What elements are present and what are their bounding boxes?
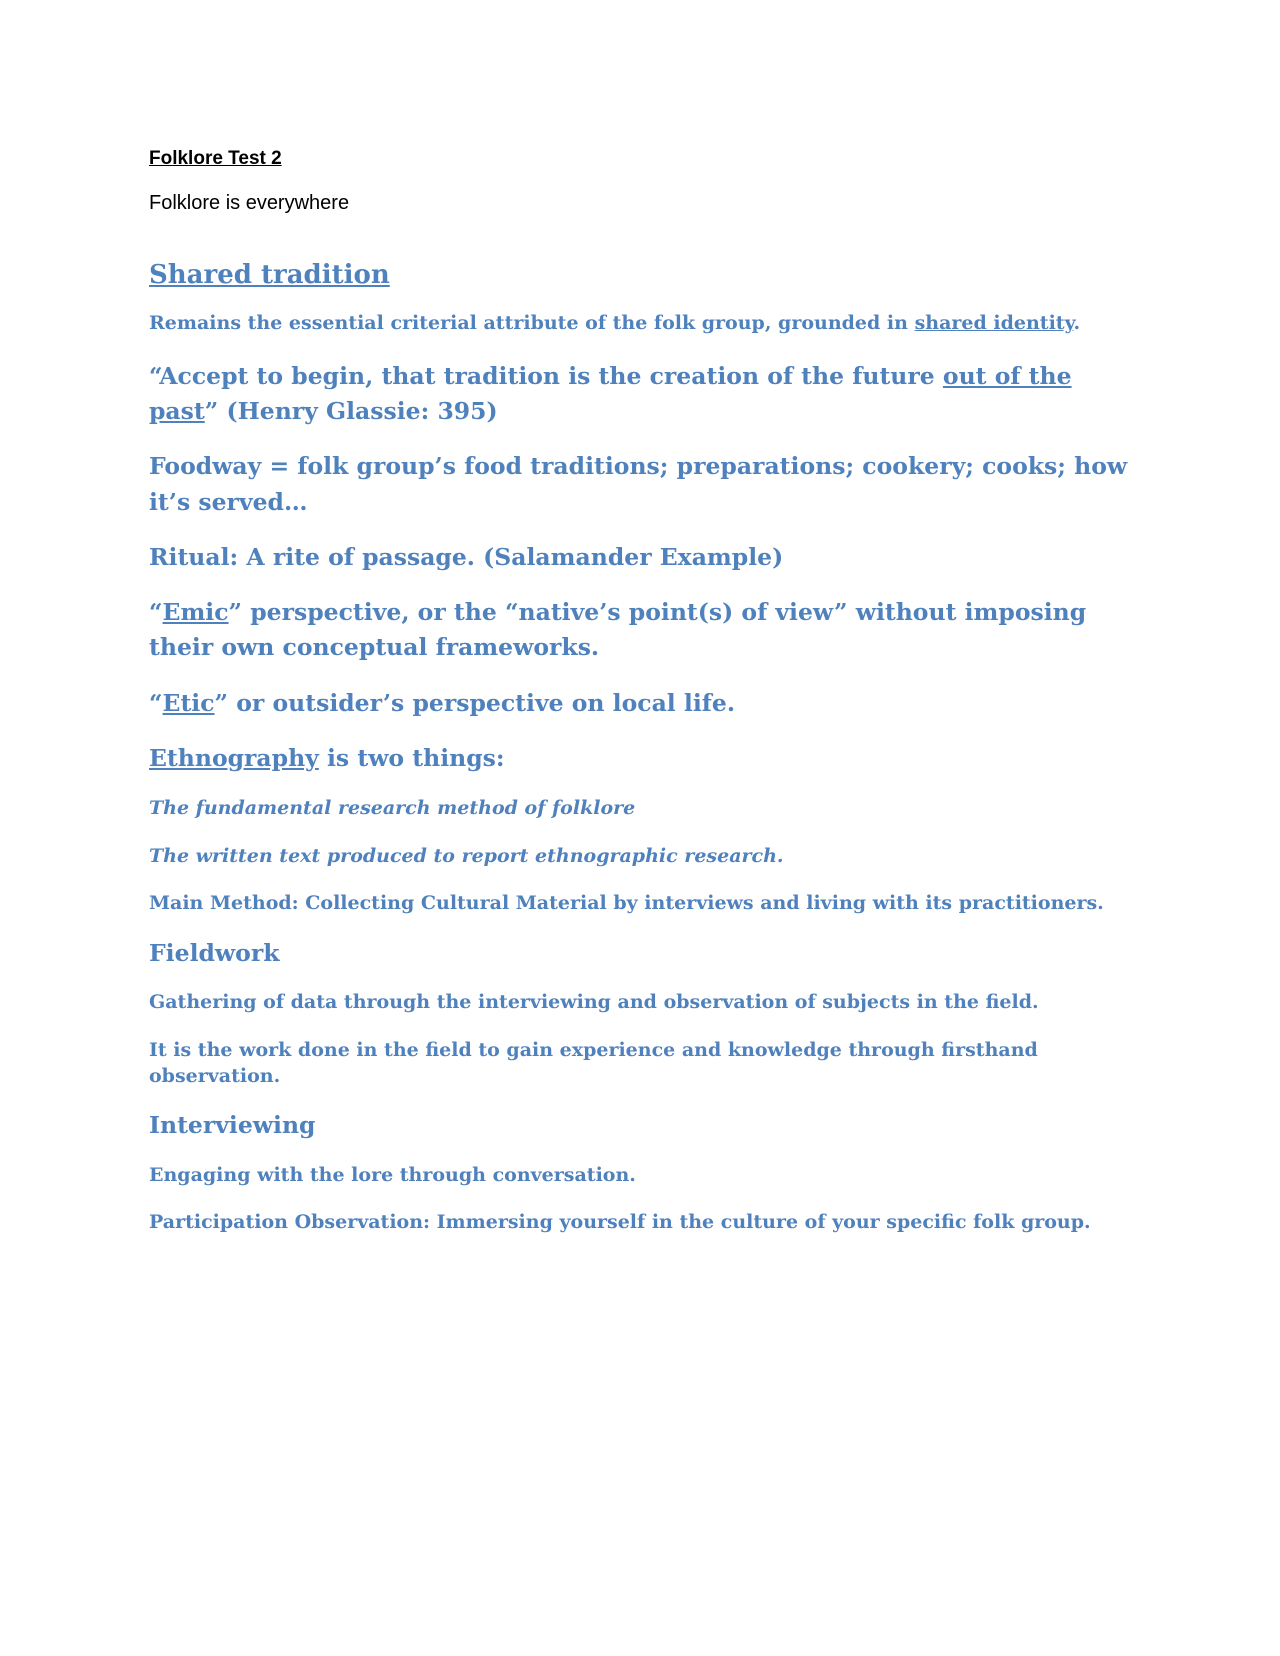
main-method-paragraph: Main Method: Collecting Cultural Material by interviews and living with its practitioners. <box>149 892 1104 915</box>
fieldwork-paragraph: Gathering of data through the interviewing and observation of subjects in the field. <box>149 991 1039 1014</box>
intro-text: Folklore is everywhere <box>149 191 350 214</box>
etic-paragraph <box>149 686 1129 721</box>
fieldwork-heading: Fieldwork <box>149 939 280 968</box>
document-page <box>149 148 1129 1258</box>
ethnography-paragraph <box>149 741 1129 776</box>
emic-link[interactable]: Emic <box>162 598 229 627</box>
glassie-quote <box>149 359 1129 430</box>
document-title: Folklore Test 2 <box>149 148 282 169</box>
ethnography-text: is two things: <box>318 743 505 772</box>
ethnography-item: The written text produced to report ethnographic research. <box>149 844 784 867</box>
etic-open-quote: “ <box>149 688 163 717</box>
etic-text: ” or outsider’s perspective on local life. <box>214 688 736 717</box>
interviewing-heading: Interviewing <box>149 1111 316 1140</box>
definition-text: Remains the essential criterial attribute of the folk group, grounded in <box>149 312 915 335</box>
emic-open-quote: “ <box>149 598 163 627</box>
definition-end: . <box>1073 312 1081 335</box>
emic-paragraph <box>149 595 1129 666</box>
shared-tradition-definition <box>149 311 1129 337</box>
emic-text: ” perspective, or the “native’s point(s) of view” without imposing their own conceptual frameworks. <box>149 598 1087 662</box>
quote-citation: ” (Henry Glassie: 395) <box>204 397 498 426</box>
out-of-the-past-link[interactable]: out of the past <box>149 361 1072 426</box>
ritual-paragraph: Ritual: A rite of passage. (Salamander Example) <box>149 542 784 571</box>
etic-link[interactable]: Etic <box>162 688 215 717</box>
foodway-paragraph: Foodway = folk group’s food traditions; preparations; cookery; cooks; how it’s served… <box>149 452 1128 516</box>
interviewing-paragraph: Engaging with the lore through conversation. <box>149 1163 636 1186</box>
quote-text: “Accept to begin, that tradition is the creation of the future <box>149 361 943 390</box>
ethnography-link[interactable]: Ethnography <box>149 743 319 772</box>
interviewing-paragraph: Participation Observation: Immersing yourself in the culture of your specific folk group. <box>149 1211 1091 1234</box>
fieldwork-paragraph: It is the work done in the field to gain experience and knowledge through firsthand observation. <box>149 1039 1038 1087</box>
ethnography-item: The fundamental research method of folklore <box>149 797 636 820</box>
shared-tradition-heading: Shared tradition <box>149 259 390 290</box>
shared-identity-link[interactable]: shared identity <box>914 312 1074 335</box>
